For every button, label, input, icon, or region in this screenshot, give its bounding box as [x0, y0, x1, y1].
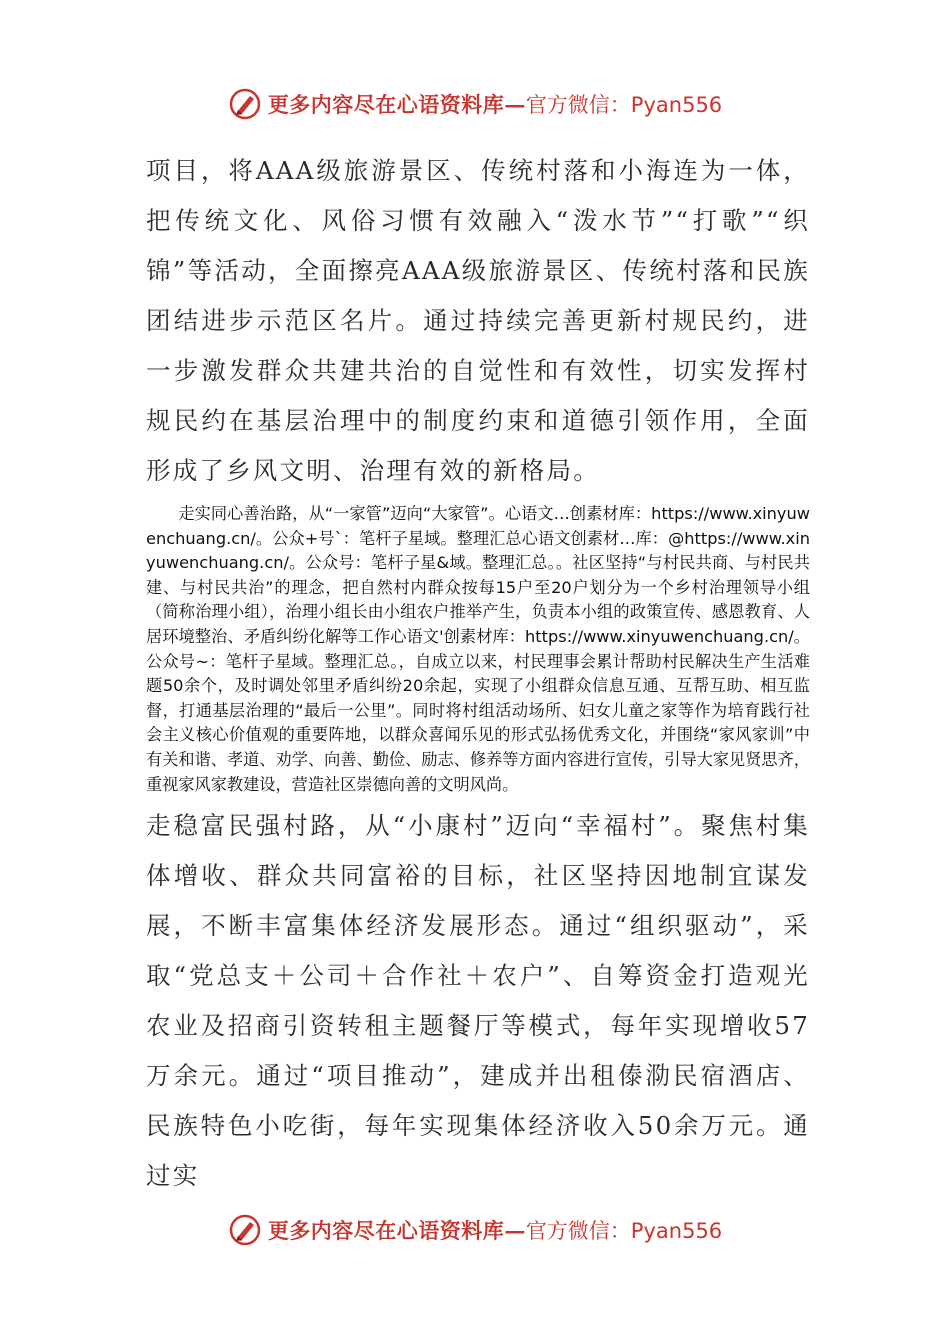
- pen-logo-icon: [228, 87, 262, 121]
- paragraph-1: 项目，将AAA级旅游景区、传统村落和小海连为一体，把传统文化、风俗习惯有效融入“泼水节”“打歌”“织锦”等活动，全面擦亮AAA级旅游景区、传统村落和民族团结进步示范区名片。通过持续完善更新村规民约，进一步激发群众共建共治的自觉性和有效性，切实发挥村规民约在基层治理中的制度约束和道德引领作用，全面形成了乡风文明、治理有效的新格局。: [146, 156, 810, 485]
- paragraph-3: 走稳富民强村路，从“小康村”迈向“幸福村”。聚焦村集体增收、群众共同富裕的目标，社区坚持因地制宜谋发展，不断丰富集体经济发展形态。通过“组织驱动”，采取“党总支＋公司＋合作社＋农户”、自筹资金打造观光农业及招商引资转租主题餐厅等模式，每年实现增收57万余元。通过“项目推动”，建成并出租傣泐民宿酒店、民族特色小吃街，每年实现集体经济收入50余万元。通过实: [146, 811, 810, 1191]
- footer-banner-wechat: 官方微信：Pyan556: [525, 1219, 723, 1243]
- footer-banner-title: 更多内容尽在心语资料库: [267, 1218, 505, 1243]
- document-body: [146, 146, 810, 1201]
- header-banner: [0, 84, 950, 124]
- paragraph-2: 走实同心善治路，从“一家管”迈向“大家管”。心语文…创素材库：https://www.xinyuwenchuang.cn/。公众+号`：笔杆子星域。整理汇总心语文创素材…库：@https://www.xinyuwenchuang.cn/。公众号：笔杆子星&域。整理汇总。。社区坚持“与村民共商、与村民共建、与村民共治”的理念，把自然村内群众按每15户至20户划分为一个乡村治理领导小组（简称治理小组），治理小组长由小组农户推举产生，负责本小组的政策宣传、感恩教育、人居环境整治、矛盾纠纷化解等工作心语文'创素材库：https://www.xinyuwenchuang.cn/。公众号~：笔杆子星域。整理汇总。，自成立以来，村民理事会累计帮助村民解决生产生活难题50余个，及时调处邻里矛盾纠纷20余起，实现了小组群众信息互通、互帮互助、相互监督，打通基层治理的“最后一公里”。同时将村组活动场所、妇女儿童之家等作为培育践行社会主义核心价值观的重要阵地，以群众喜闻乐见的形式弘扬优秀文化，并围绕“家风家训”中有关和谐、孝道、劝学、向善、勤俭、励志、修养等方面内容进行宣传，引导大家见贤思齐，重视家风家教建设，营造社区崇德向善的文明风尚。: [146, 504, 810, 794]
- header-banner-wechat: 官方微信：Pyan556: [525, 93, 723, 117]
- footer-banner-dash: —: [504, 1217, 526, 1243]
- pen-logo-icon: [228, 1213, 262, 1247]
- header-banner-title: 更多内容尽在心语资料库: [267, 92, 505, 117]
- header-banner-dash: —: [504, 91, 526, 117]
- footer-banner: [0, 1210, 950, 1250]
